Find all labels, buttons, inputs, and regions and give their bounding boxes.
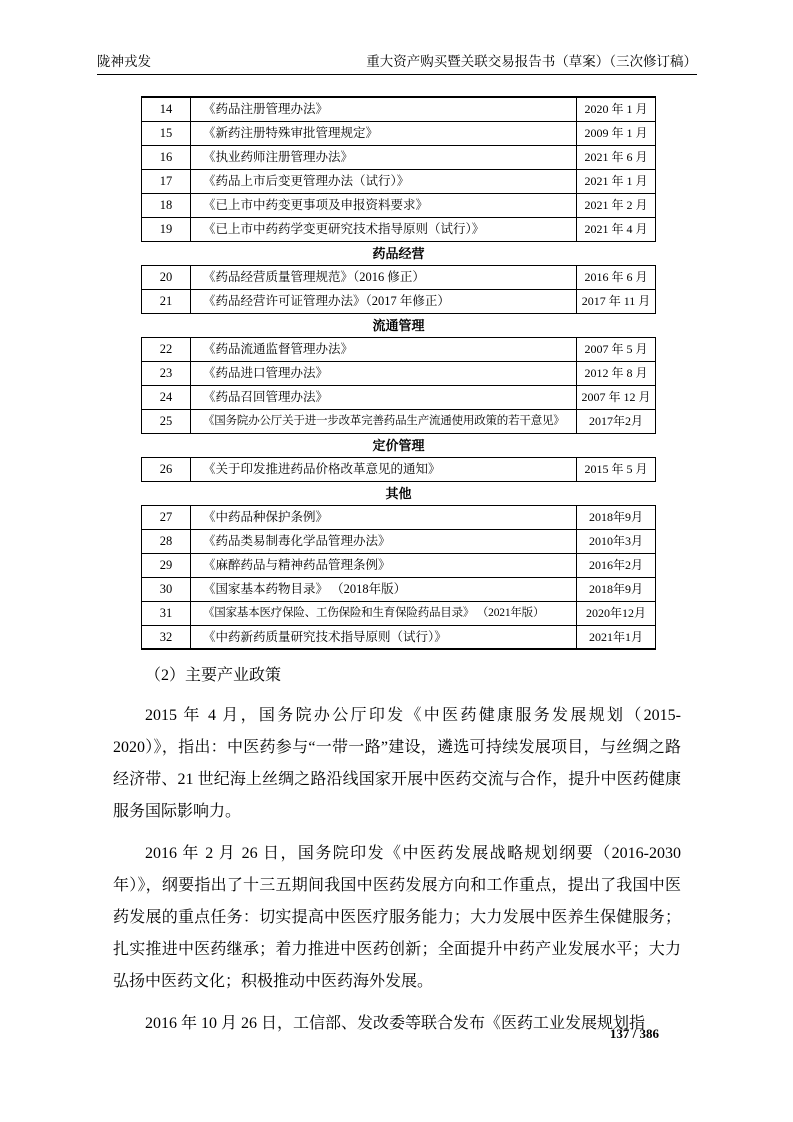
table-row (141, 626, 656, 650)
row-number: 31 (142, 602, 191, 625)
regulation-name: 《国家基本医疗保险、工伤保险和生育保险药品目录》 （2021年版） (203, 607, 545, 619)
regulation-name: 《中药新药质量研究技术指导原则（试行）》 (203, 630, 447, 644)
table-section-title: 定价管理 (372, 438, 425, 453)
regulation-name: 《已上市中药药学变更研究技术指导原则（试行）》 (203, 222, 485, 236)
table-row (141, 290, 656, 314)
table-section-row (141, 242, 656, 266)
issue-date: 2015 年 5 月 (576, 458, 655, 481)
row-number: 16 (142, 146, 191, 169)
row-number: 19 (142, 218, 191, 241)
regulation-name: 《国务院办公厅关于进一步改革完善药品生产流通使用政策的若干意见》 (203, 415, 565, 427)
table-row (141, 554, 656, 578)
table-row (141, 506, 656, 530)
issue-date: 2018年9月 (576, 506, 655, 529)
regulation-name: 《药品注册管理办法》 (203, 102, 329, 116)
issue-date: 2012 年 8 月 (576, 362, 655, 385)
issue-date: 2020 年 1 月 (576, 98, 655, 121)
table-row (141, 170, 656, 194)
table-section-row (141, 434, 656, 458)
regulation-name: 《中药品种保护条例》 (203, 510, 329, 524)
section-heading: （2）主要产业政策 (145, 667, 282, 684)
paragraph-3: 2016 年 10 月 26 日，工信部、发改委等联合发布《医药工业发展规划指 (145, 1015, 646, 1032)
issue-date: 2017年2月 (576, 410, 655, 433)
row-number: 24 (142, 386, 191, 409)
row-number: 32 (142, 626, 191, 648)
issue-date: 2017 年 11 月 (576, 290, 655, 313)
table-row (141, 338, 656, 362)
table-row (141, 98, 656, 122)
table-section-row (141, 482, 656, 506)
issue-date: 2021 年 4 月 (576, 218, 655, 241)
table-section-title: 其他 (385, 486, 412, 501)
regulation-name: 《关于印发推进药品价格改革意见的通知》 (203, 462, 441, 476)
regulation-name: 《麻醉药品与精神药品管理条例》 (203, 558, 391, 572)
page-number: 137 / 386 (609, 1026, 659, 1041)
table-row (141, 602, 656, 626)
row-number: 26 (142, 458, 191, 481)
paragraph-2: 2016 年 2 月 26 日，国务院印发《中医药发展战略规划纲要（2016-2030年）》，纲要指出了十三五期间我国中医药发展方向和工作重点，提出了我国中医药发展的重点任务：切实提高中医医疗服务能力；大力发展中医养生保健服务；扎实推进中医药继承；着力推进中医药创新；全面提升中药产业发展水平；大力弘扬中医药文化；积极推动中医药海外发展。 (113, 845, 681, 990)
row-number: 28 (142, 530, 191, 553)
issue-date: 2021 年 6 月 (576, 146, 655, 169)
row-number: 29 (142, 554, 191, 577)
regulation-name: 《药品进口管理办法》 (203, 366, 329, 380)
row-number: 27 (142, 506, 191, 529)
table-section-row (141, 314, 656, 338)
row-number: 22 (142, 338, 191, 361)
regulation-name: 《新药注册特殊审批管理规定》 (203, 126, 379, 140)
row-number: 20 (142, 266, 191, 289)
regulations-table (141, 96, 656, 650)
table-section-title: 药品经营 (372, 246, 425, 261)
table-row (141, 410, 656, 434)
regulation-name: 《药品经营质量管理规范》（2016 修正） (203, 270, 425, 284)
paragraph-1: 2015 年 4 月，国务院办公厅印发《中医药健康服务发展规划（2015-2020）》，指出：中医药参与“一带一路”建设，遴选可持续发展项目，与丝绸之路经济带、21 世纪海上丝绸之路沿线国家开展中医药交流与合作，提升中医药健康服务国际影响力。 (113, 707, 681, 820)
body-text (113, 660, 681, 1050)
issue-date: 2020年12月 (576, 602, 655, 625)
table-row (141, 386, 656, 410)
table-row (141, 530, 656, 554)
header-company-name: 陇神戎发 (97, 54, 151, 69)
row-number: 14 (142, 98, 191, 121)
table-row (141, 362, 656, 386)
regulation-name: 《药品上市后变更管理办法（试行）》 (203, 174, 410, 188)
table-row (141, 194, 656, 218)
header-report-title: 重大资产购买暨关联交易报告书（草案）（三次修订稿） (366, 54, 697, 69)
issue-date: 2007 年 12 月 (576, 386, 655, 409)
table-row (141, 458, 656, 482)
issue-date: 2021年1月 (576, 626, 655, 648)
row-number: 25 (142, 410, 191, 433)
row-number: 17 (142, 170, 191, 193)
regulation-name: 《药品经营许可证管理办法》（2017 年修正） (203, 294, 450, 308)
row-number: 23 (142, 362, 191, 385)
regulation-name: 《药品召回管理办法》 (203, 390, 329, 404)
issue-date: 2007 年 5 月 (576, 338, 655, 361)
table-row (141, 266, 656, 290)
issue-date: 2021 年 2 月 (576, 194, 655, 217)
issue-date: 2010年3月 (576, 530, 655, 553)
row-number: 30 (142, 578, 191, 601)
table-row (141, 146, 656, 170)
row-number: 15 (142, 122, 191, 145)
table-section-title: 流通管理 (372, 318, 425, 333)
issue-date: 2018年9月 (576, 578, 655, 601)
table-row (141, 122, 656, 146)
row-number: 18 (142, 194, 191, 217)
table-row (141, 218, 656, 242)
table-row (141, 578, 656, 602)
regulation-name: 《已上市中药变更事项及申报资料要求》 (203, 198, 429, 212)
regulation-name: 《药品类易制毒化学品管理办法》 (203, 534, 391, 548)
regulation-name: 《国家基本药物目录》 （2018年版） (203, 582, 407, 596)
issue-date: 2009 年 1 月 (576, 122, 655, 145)
regulation-name: 《药品流通监督管理办法》 (203, 342, 354, 356)
issue-date: 2021 年 1 月 (576, 170, 655, 193)
page-header (97, 50, 697, 75)
issue-date: 2016年2月 (576, 554, 655, 577)
row-number: 21 (142, 290, 191, 313)
issue-date: 2016 年 6 月 (576, 266, 655, 289)
regulation-name: 《执业药师注册管理办法》 (203, 150, 354, 164)
